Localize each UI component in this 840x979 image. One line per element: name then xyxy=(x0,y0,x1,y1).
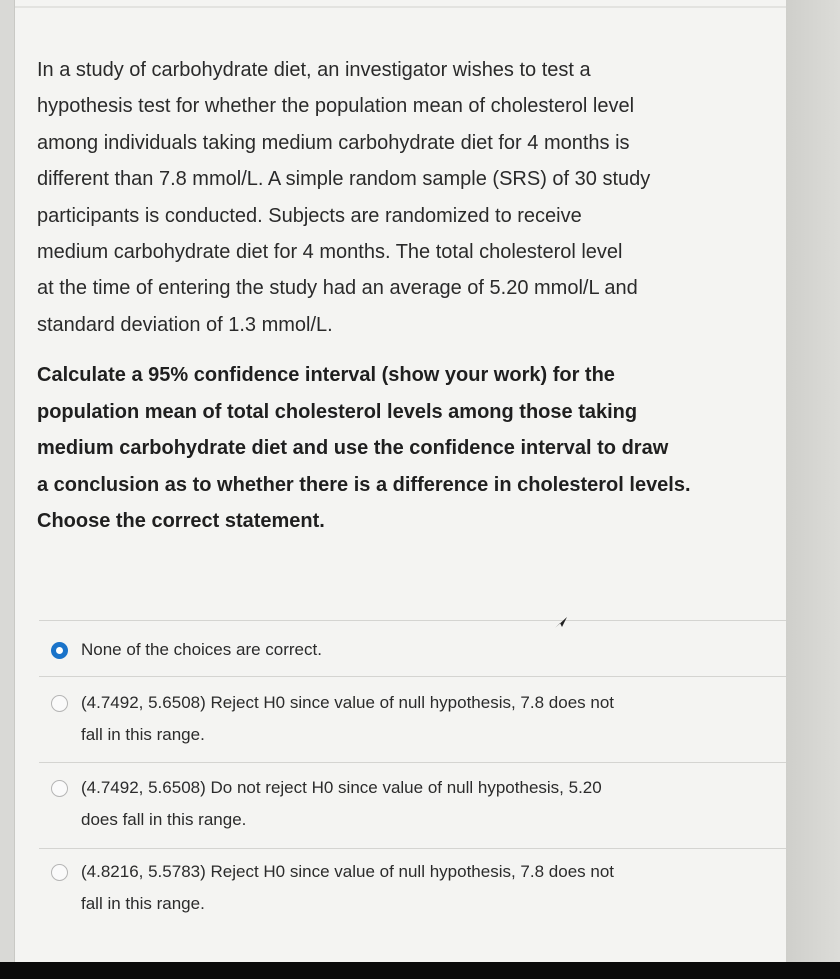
instruction-line: medium carbohydrate diet and use the confidence interval to draw xyxy=(37,437,669,460)
question-line: hypothesis test for whether the population mean of cholesterol level xyxy=(37,95,635,118)
question-line: among individuals taking medium carbohydrate diet for 4 months is xyxy=(37,131,630,154)
option-line: (4.7492, 5.6508) Do not reject H0 since value of null hypothesis, 5.20 xyxy=(81,778,602,797)
answer-option-none[interactable] xyxy=(37,634,777,666)
answer-option-2[interactable] xyxy=(37,687,777,753)
instruction-line: a conclusion as to whether there is a difference in cholesterol levels. xyxy=(37,473,691,496)
question-line: different than 7.8 mmol/L. A simple random sample (SRS) of 30 study xyxy=(37,168,651,191)
answer-option-4[interactable] xyxy=(37,856,777,922)
option-label xyxy=(81,856,761,920)
option-line: (4.7492, 5.6508) Reject H0 since value of null hypothesis, 7.8 does not xyxy=(81,693,615,712)
option-line: (4.8216, 5.5783) Reject H0 since value of null hypothesis, 7.8 does not xyxy=(81,862,615,881)
radio-icon[interactable] xyxy=(51,780,68,797)
question-line: standard deviation of 1.3 mmol/L. xyxy=(37,313,333,336)
question-line: participants is conducted. Subjects are randomized to receive xyxy=(37,204,582,227)
quiz-screen xyxy=(14,0,787,962)
option-divider xyxy=(39,848,787,849)
option-divider xyxy=(39,620,787,621)
answer-option-3[interactable] xyxy=(37,772,777,838)
radio-icon[interactable] xyxy=(51,864,68,881)
question-line: at the time of entering the study had an average of 5.20 mmol/L and xyxy=(37,277,638,300)
question-text xyxy=(37,52,772,343)
option-line: fall in this range. xyxy=(81,725,205,744)
option-line: does fall in this range. xyxy=(81,810,247,829)
question-line: In a study of carbohydrate diet, an investigator wishes to test a xyxy=(37,59,591,81)
question-line: medium carbohydrate diet for 4 months. The total cholesterol level xyxy=(37,241,623,264)
option-divider xyxy=(39,676,787,677)
option-line: fall in this range. xyxy=(81,894,205,913)
option-label xyxy=(81,772,761,836)
instruction-line: Choose the correct statement. xyxy=(37,510,325,533)
radio-icon[interactable] xyxy=(51,695,68,712)
radio-selected-icon[interactable] xyxy=(51,642,68,659)
instruction-text xyxy=(37,357,772,540)
bottom-bar xyxy=(0,962,840,979)
instruction-line: population mean of total cholesterol levels among those taking xyxy=(37,400,638,423)
option-label: None of the choices are correct. xyxy=(81,640,322,659)
option-label xyxy=(81,687,761,751)
device-edge xyxy=(786,0,840,962)
top-divider xyxy=(15,6,787,8)
option-divider xyxy=(39,762,787,763)
mouse-pointer-icon xyxy=(553,614,569,630)
instruction-line: Calculate a 95% confidence interval (show your work) for the xyxy=(37,364,615,386)
